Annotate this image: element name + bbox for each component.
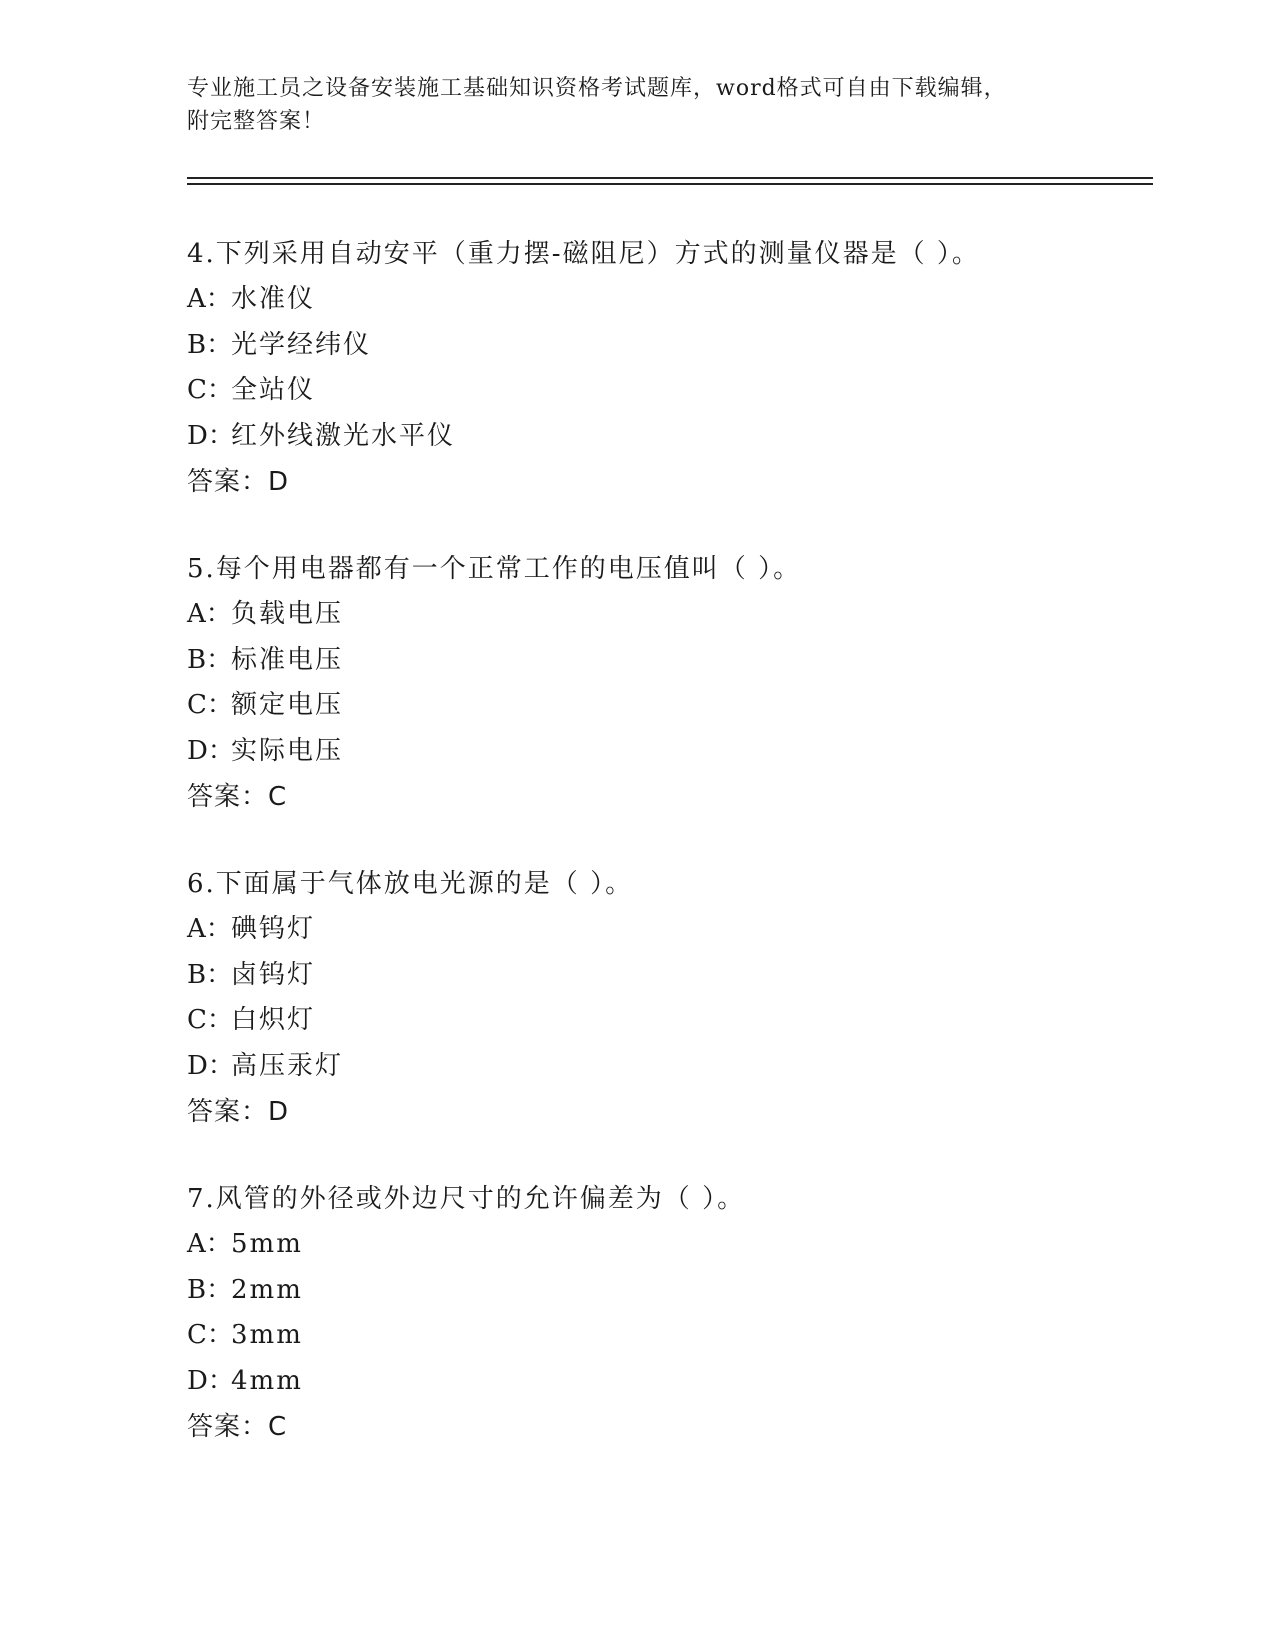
option-text: 标准电压 <box>231 644 344 675</box>
header-line-1: 专业施工员之设备安装施工基础知识资格考试题库，word格式可自由下载编辑， <box>187 76 1007 101</box>
option-d <box>187 1044 1147 1090</box>
option-a <box>187 1222 1147 1268</box>
option-text: 白炽灯 <box>231 1005 316 1035</box>
option-text: 全站仪 <box>231 375 316 405</box>
answer-label: 答案：C <box>187 782 288 812</box>
question-stem: 4.下列采用自动安平（重力摆-磁阻尼）方式的测量仪器是（ ）。 <box>187 239 980 269</box>
document-header <box>187 72 1087 138</box>
option-text: 红外线激光水平仪 <box>231 420 456 451</box>
option-key: A： <box>187 1229 232 1259</box>
option-key: D： <box>187 420 234 451</box>
answer-label: 答案：C <box>187 1412 288 1442</box>
option-b <box>187 1268 1147 1314</box>
option-c <box>187 998 1147 1044</box>
option-key: D： <box>187 1365 234 1396</box>
option-c <box>187 368 1147 414</box>
option-key: A： <box>187 914 232 944</box>
option-text: 高压汞灯 <box>231 1050 344 1081</box>
option-a <box>187 592 1147 638</box>
option-text: 2mm <box>231 1274 303 1305</box>
option-key: A： <box>187 284 232 314</box>
option-c <box>187 1313 1147 1359</box>
option-text: 3mm <box>231 1320 303 1350</box>
option-key: A： <box>187 599 232 629</box>
question-stem: 5.每个用电器都有一个正常工作的电压值叫（ ）。 <box>187 554 802 584</box>
option-key: D： <box>187 735 234 766</box>
option-key: B： <box>187 329 233 360</box>
option-text: 光学经纬仪 <box>231 329 372 360</box>
option-text: 4mm <box>231 1365 303 1396</box>
option-key: B： <box>187 1274 233 1305</box>
option-text: 水准仪 <box>231 284 316 314</box>
option-key: C： <box>187 375 233 405</box>
option-b <box>187 953 1147 999</box>
option-text: 卤钨灯 <box>231 959 316 990</box>
option-key: B： <box>187 959 233 990</box>
question-5 <box>187 546 1147 820</box>
option-text: 负载电压 <box>231 599 344 629</box>
question-stem: 7.风管的外径或外边尺寸的允许偏差为（ ）。 <box>187 1184 746 1214</box>
question-stem: 6.下面属于气体放电光源的是（ ）。 <box>187 869 634 899</box>
option-key: D： <box>187 1050 234 1081</box>
option-c <box>187 683 1147 729</box>
option-d <box>187 729 1147 775</box>
option-text: 额定电压 <box>231 690 344 720</box>
option-d <box>187 414 1147 460</box>
header-line-2: 附完整答案！ <box>187 109 326 134</box>
option-key: C： <box>187 1320 233 1350</box>
header-divider-top <box>187 177 1153 179</box>
question-7 <box>187 1176 1147 1450</box>
option-d <box>187 1359 1147 1405</box>
option-text: 5mm <box>231 1229 303 1259</box>
option-a <box>187 907 1147 953</box>
option-text: 实际电压 <box>231 735 344 766</box>
option-b <box>187 323 1147 369</box>
option-key: B： <box>187 644 233 675</box>
question-4 <box>187 231 1147 505</box>
option-key: C： <box>187 1005 233 1035</box>
header-divider-bottom <box>187 183 1153 185</box>
answer-label: 答案：D <box>187 1097 290 1127</box>
option-b <box>187 638 1147 684</box>
option-key: C： <box>187 690 233 720</box>
option-text: 碘钨灯 <box>231 914 316 944</box>
answer-label: 答案：D <box>187 467 290 497</box>
question-6 <box>187 861 1147 1135</box>
option-a <box>187 277 1147 323</box>
